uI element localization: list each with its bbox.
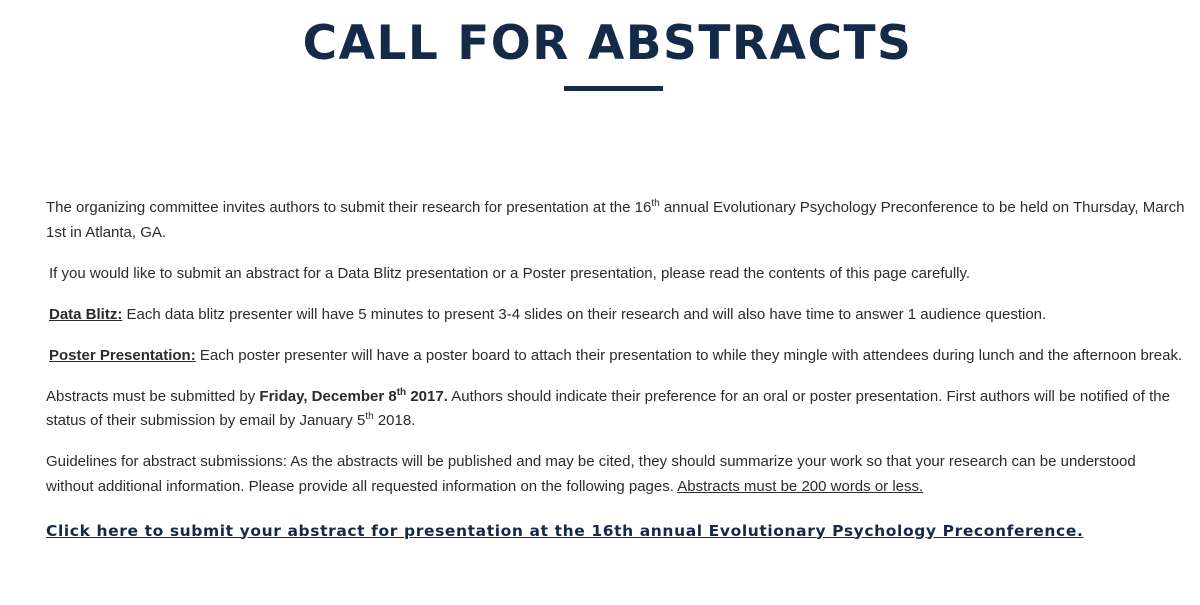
intro-paragraph xyxy=(46,196,1186,245)
deadline-date-suffix: th xyxy=(396,386,407,398)
data-blitz-term: Data Blitz: xyxy=(49,305,123,323)
deadline-text-start: Abstracts must be submitted by xyxy=(46,387,260,405)
guidelines-paragraph xyxy=(46,450,1186,499)
deadline-text-middle: Authors should indicate their preference for an oral or poster presentation. First authors will be notified of the status of their submission by email by January 5 xyxy=(46,387,1170,429)
content-body xyxy=(46,196,1186,544)
intro-ordinal-suffix: th xyxy=(651,198,660,209)
intro-text-start: The organizing committee invites authors to submit their research for presentation at the 16 xyxy=(46,199,652,216)
guidelines-text: Guidelines for abstract submissions: As the abstracts will be published and may be cited, they should summarize your work so that your research can be understood without additional information. Please provide all requested information on the following pages. xyxy=(46,453,1136,495)
deadline-date xyxy=(259,388,447,405)
title-underline-divider xyxy=(564,86,663,91)
word-limit-note: Abstracts must be 200 words or less. xyxy=(677,477,924,495)
poster-paragraph xyxy=(46,344,1186,369)
instructions-paragraph: If you would like to submit an abstract for a Data Blitz presentation or a Poster presentation, please read the contents of this page carefully. xyxy=(49,264,971,282)
deadline-date-main: Friday, December 8 xyxy=(259,387,397,405)
data-blitz-paragraph xyxy=(46,303,1186,328)
submit-abstract-link[interactable]: Click here to submit your abstract for presentation at the 16th annual Evolutionary Psychology Preconference. xyxy=(46,521,1084,540)
poster-description: Each poster presenter will have a poster board to attach their presentation to while they mingle with attendees during lunch and the afternoon break. xyxy=(195,346,1183,364)
poster-term: Poster Presentation: xyxy=(49,346,196,364)
data-blitz-description: Each data blitz presenter will have 5 minutes to present 3-4 slides on their research and will also have time to answer 1 audience question. xyxy=(122,305,1047,323)
intro-text-end: annual Evolutionary Psychology Preconference to be held on Thursday, March 1st in Atlanta, GA. xyxy=(46,199,1185,241)
notify-date-suffix: th xyxy=(365,411,374,422)
deadline-paragraph xyxy=(46,385,1186,434)
deadline-date-year: 2017. xyxy=(406,387,448,405)
page-title: CALL FOR ABSTRACTS xyxy=(302,16,913,71)
deadline-text-end: 2018. xyxy=(373,412,416,429)
